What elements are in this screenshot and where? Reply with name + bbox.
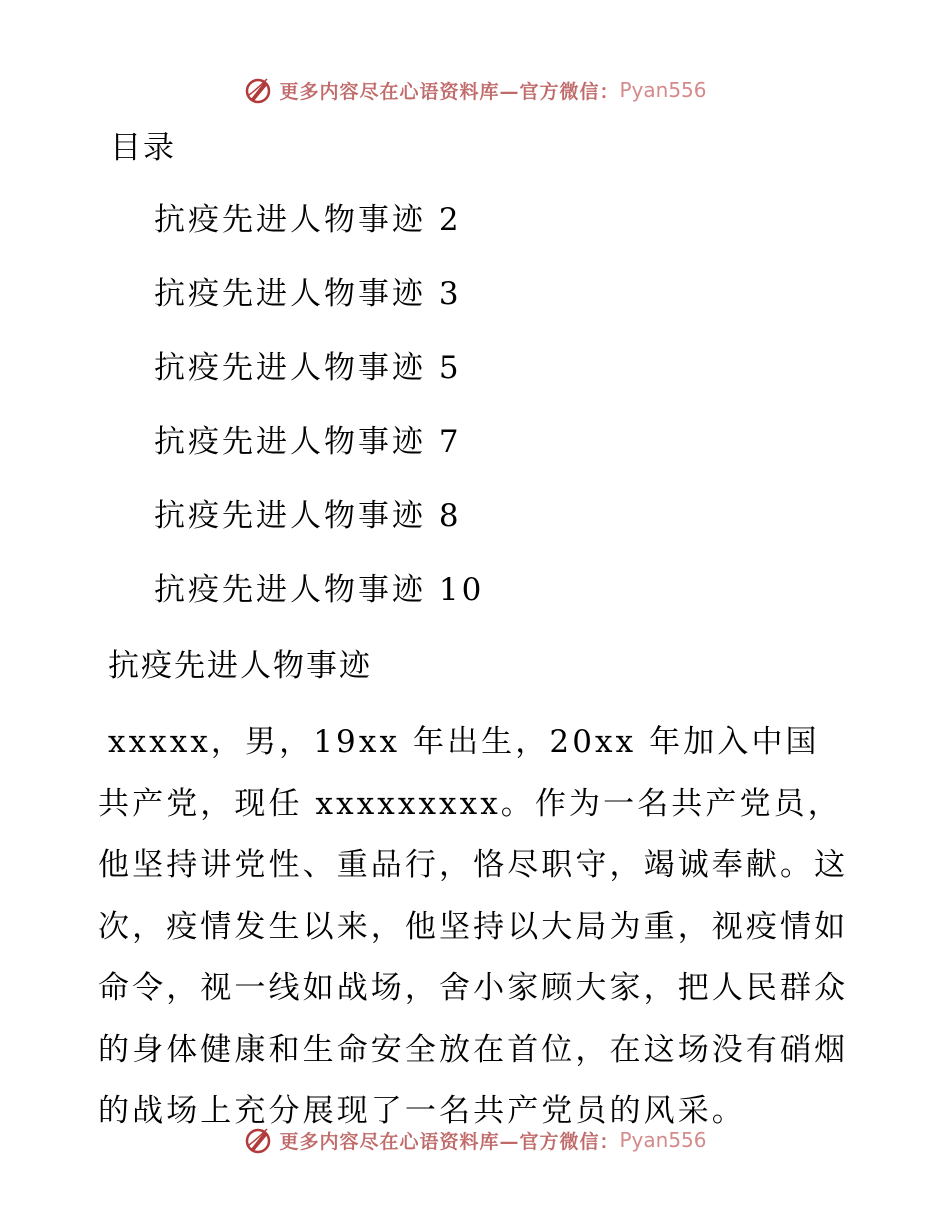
watermark-handle: Pyan556 xyxy=(619,78,707,102)
footer-watermark xyxy=(0,1120,950,1160)
quill-logo-icon xyxy=(243,75,273,105)
toc-list xyxy=(154,196,484,640)
toc-item[interactable]: 抗疫先进人物事迹 2 xyxy=(154,202,462,238)
quill-logo-icon xyxy=(243,1125,273,1155)
watermark-text: 更多内容尽在心语资料库—官方微信： xyxy=(279,1130,620,1153)
watermark-handle: Pyan556 xyxy=(619,1128,707,1152)
toc-title: 目录 xyxy=(110,130,176,166)
toc-item[interactable]: 抗疫先进人物事迹 10 xyxy=(154,572,485,608)
watermark-text: 更多内容尽在心语资料库—官方微信： xyxy=(279,80,620,103)
toc-item[interactable]: 抗疫先进人物事迹 3 xyxy=(154,276,462,312)
toc-item[interactable]: 抗疫先进人物事迹 7 xyxy=(154,424,462,460)
toc-item[interactable]: 抗疫先进人物事迹 8 xyxy=(154,498,462,534)
header-watermark xyxy=(0,70,950,110)
section-body-paragraph: xxxxx，男，19xx 年出生，20xx 年加入中国共产党，现任 xxxxxxxxx。作为一名共产党员，他坚持讲党性、重品行，恪尽职守，竭诚奉献。这次，疫情发生以来，他坚持以大局为重，视疫情如命令，视一线如战场，舍小家顾大家，把人民群众的身体健康和生命安全放在首位，在这场没有硝烟的战场上充分展现了一名共产党员的风采。 xyxy=(98,724,849,1129)
section-title: 抗疫先进人物事迹 xyxy=(108,648,372,684)
toc-item[interactable]: 抗疫先进人物事迹 5 xyxy=(154,350,462,386)
